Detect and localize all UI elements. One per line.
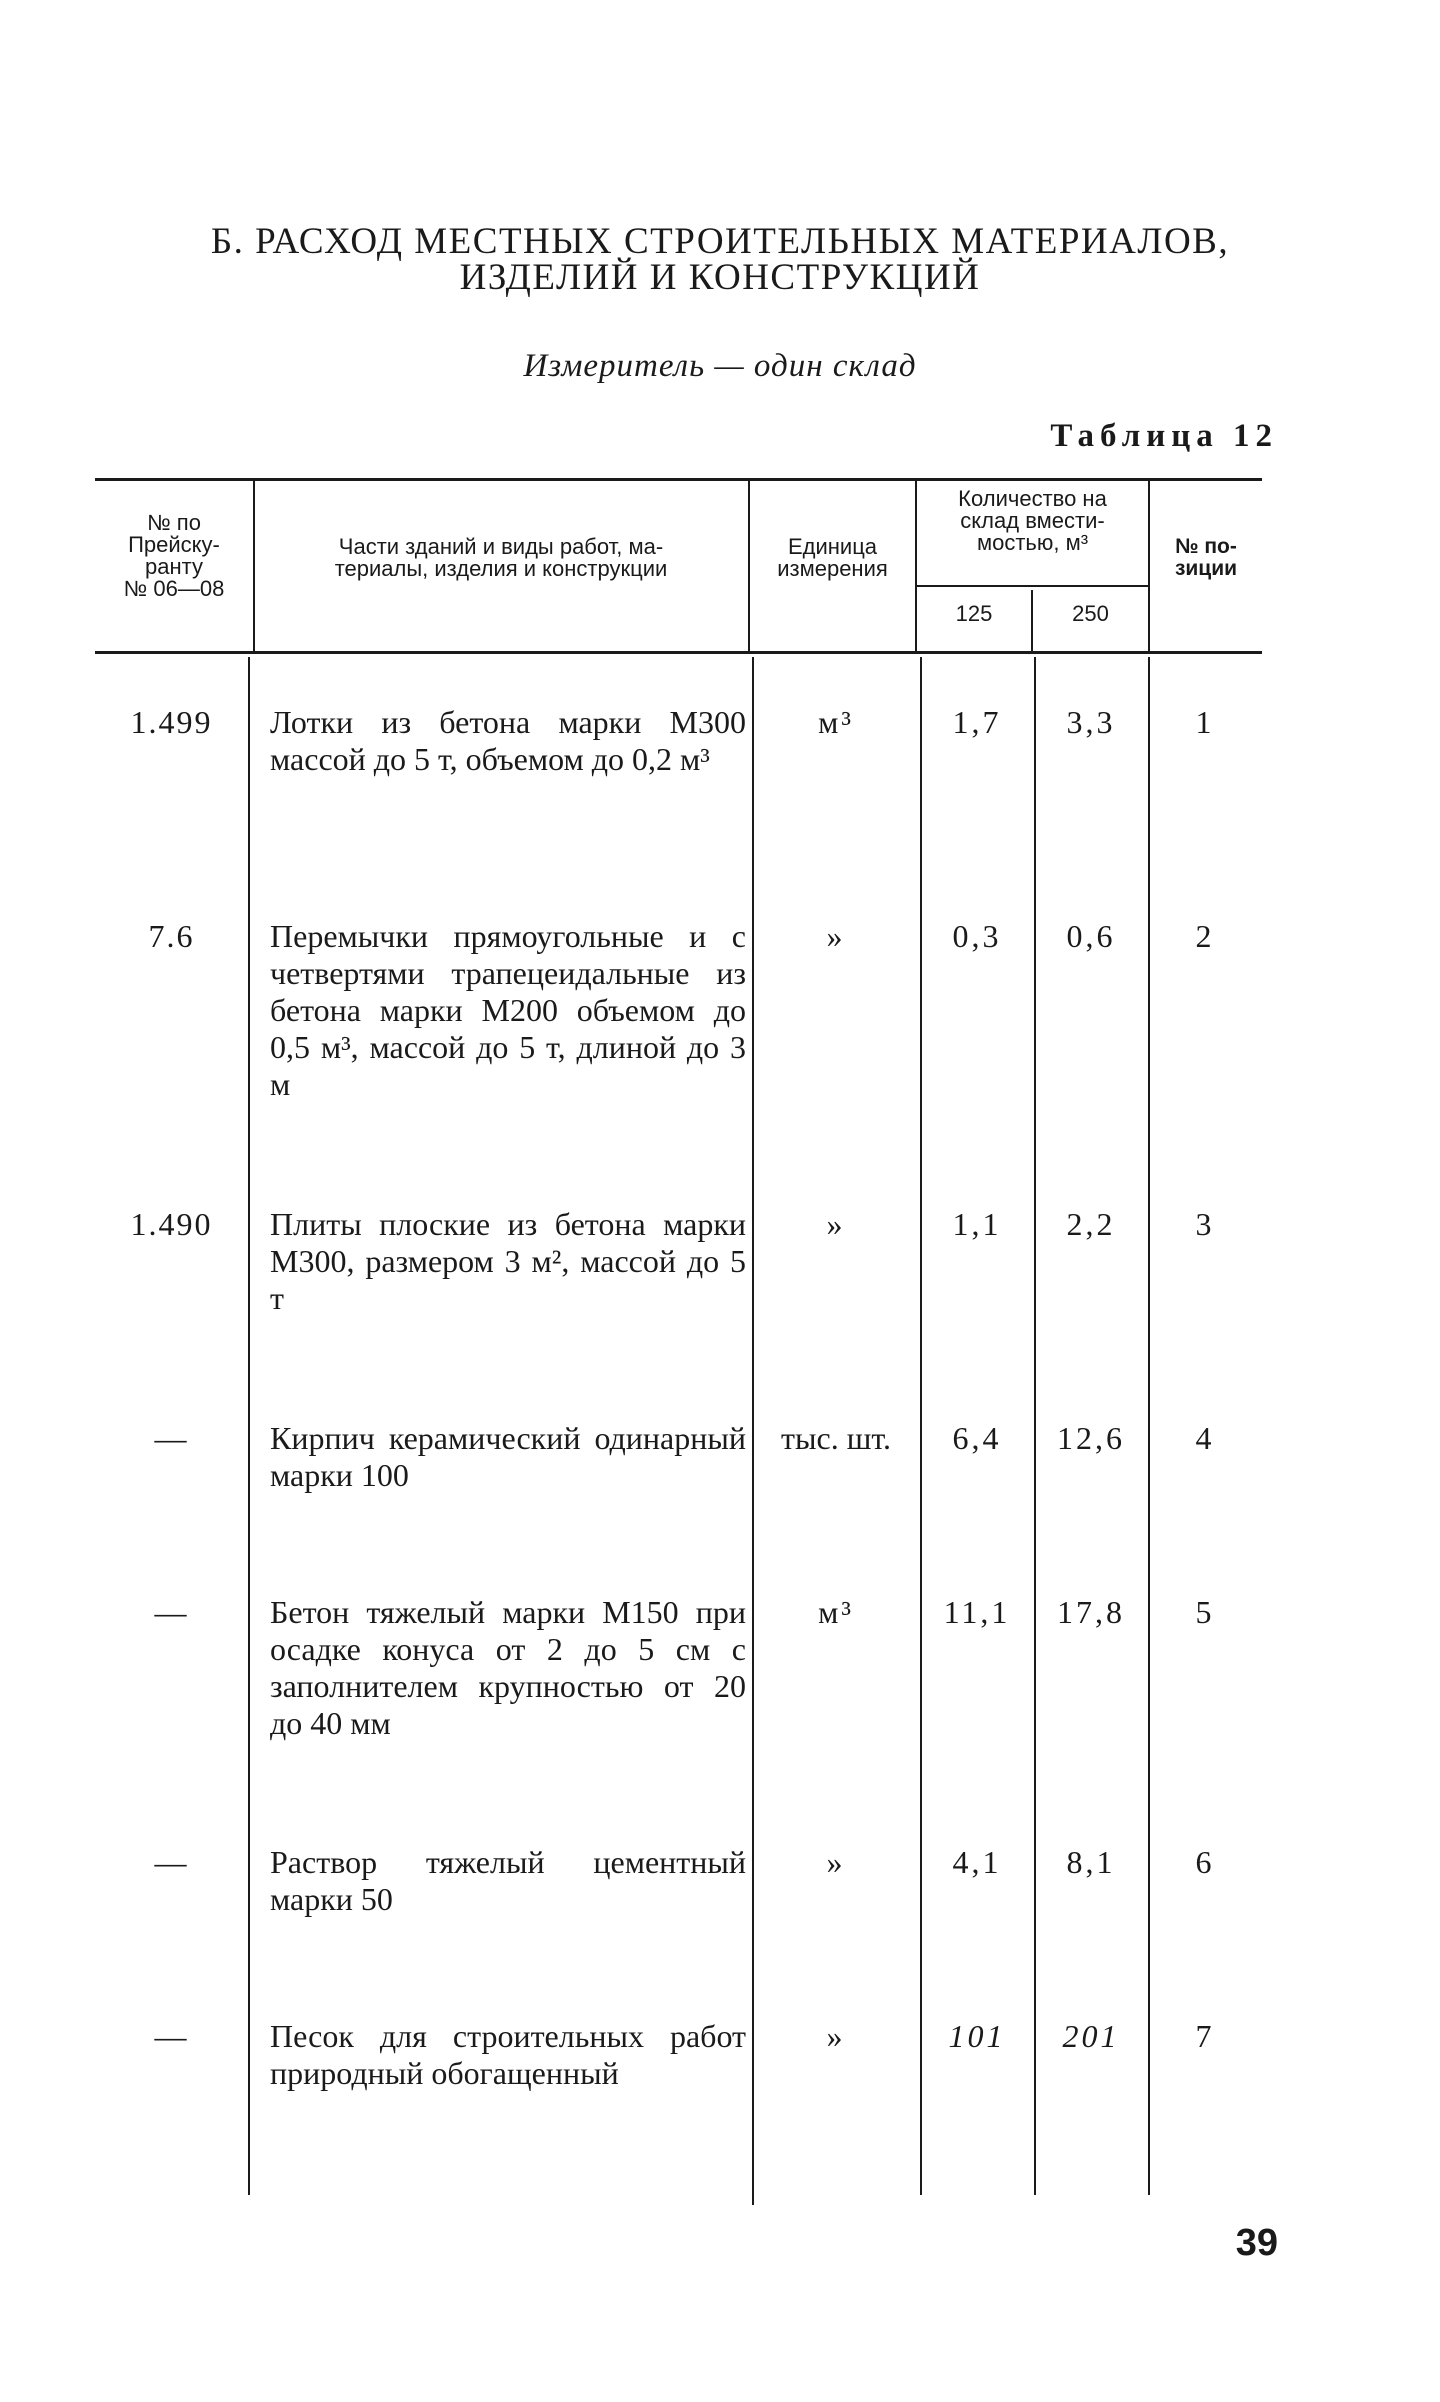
row-7-qty-125: 101 — [948, 2018, 1006, 2054]
section-title-line-1: Б. РАСХОД МЕСТНЫХ СТРОИТЕЛЬНЫХ МАТЕРИАЛОВ, — [210, 221, 1230, 262]
row-7-code: — — [154, 2018, 189, 2054]
row-1-code: 1.499 — [130, 704, 213, 740]
row-5-code: — — [154, 1594, 189, 1630]
row-7-unit: » — [826, 2018, 846, 2054]
row-2-description: Перемычки прямоугольные и с четвертями трапецеидальные из бетона марки М200 объемом до 0,5 м³, массой до 5 т, длиной до 3 м — [270, 918, 746, 1102]
row-7-position: 7 — [1195, 2018, 1215, 2054]
body-divider-1 — [248, 657, 250, 2195]
page-number: 39 — [1235, 2222, 1278, 2264]
row-3-unit: » — [826, 1206, 846, 1242]
row-2-qty-250: 0,6 — [1066, 918, 1116, 954]
row-1-qty-125: 1,7 — [952, 704, 1002, 740]
table-top-rule — [95, 478, 1262, 481]
row-2-unit: » — [826, 918, 846, 954]
header-unit: Единица измерения — [777, 534, 888, 581]
header-quantity: Количество на склад вмести- мостью, м³ — [958, 486, 1107, 555]
row-3-description: Плиты плоские из бетона марки М300, размером 3 м², массой до 5 т — [270, 1206, 746, 1316]
row-4-description: Кирпич керамический одинарный марки 100 — [270, 1420, 746, 1493]
row-2-qty-125: 0,3 — [952, 918, 1002, 954]
header-code: № по Прейску- ранту № 06—08 — [123, 510, 225, 601]
row-6-code: — — [154, 1844, 189, 1880]
row-5-unit: м³ — [818, 1594, 854, 1630]
header-qty-250: 250 — [1072, 601, 1109, 626]
row-4-position: 4 — [1195, 1420, 1215, 1456]
header-position: № по- зиции — [1174, 535, 1238, 580]
row-1-position: 1 — [1195, 704, 1215, 740]
section-title-line-2: ИЗДЕЛИЙ И КОНСТРУКЦИЙ — [459, 257, 981, 298]
row-4-qty-250: 12,6 — [1057, 1420, 1125, 1456]
row-5-qty-250: 17,8 — [1057, 1594, 1125, 1630]
row-3-qty-125: 1,1 — [952, 1206, 1002, 1242]
row-5-description: Бетон тяжелый марки М150 при осадке конуса от 2 до 5 см с заполнителем крупностью от 20 до 40 мм — [270, 1594, 746, 1741]
row-6-qty-125: 4,1 — [952, 1844, 1002, 1880]
row-1-description: Лотки из бетона марки М300 массой до 5 т, объемом до 0,2 м³ — [270, 704, 746, 777]
row-2-code: 7.6 — [148, 918, 195, 954]
row-6-qty-250: 8,1 — [1066, 1844, 1116, 1880]
row-7-qty-250: 201 — [1062, 2018, 1120, 2054]
measure-subtitle: Измеритель — один склад — [523, 348, 917, 384]
row-3-position: 3 — [1195, 1206, 1215, 1242]
row-6-unit: » — [826, 1844, 846, 1880]
row-6-position: 6 — [1195, 1844, 1215, 1880]
row-5-position: 5 — [1195, 1594, 1215, 1630]
row-6-description: Раствор тяжелый цементный марки 50 — [270, 1844, 746, 1917]
row-5-qty-125: 11,1 — [943, 1594, 1011, 1630]
row-1-qty-250: 3,3 — [1066, 704, 1116, 740]
row-4-code: — — [154, 1420, 189, 1456]
row-3-qty-250: 2,2 — [1066, 1206, 1116, 1242]
qty-sub-rule — [915, 585, 1148, 587]
header-description: Части зданий и виды работ, ма- териалы, изделия и конструкции — [334, 534, 668, 581]
header-bottom-rule — [95, 651, 1262, 654]
row-4-qty-125: 6,4 — [952, 1420, 1002, 1456]
row-7-description: Песок для строительных работ природный обогащенный — [270, 2018, 746, 2091]
header-qty-125: 125 — [955, 601, 993, 626]
table-label: Таблица 12 — [1050, 418, 1278, 454]
row-4-unit: тыс. шт. — [781, 1420, 891, 1456]
row-1-unit: м³ — [818, 704, 854, 740]
row-2-position: 2 — [1195, 918, 1215, 954]
row-3-code: 1.490 — [130, 1206, 213, 1242]
header-divider-1 — [253, 481, 255, 651]
